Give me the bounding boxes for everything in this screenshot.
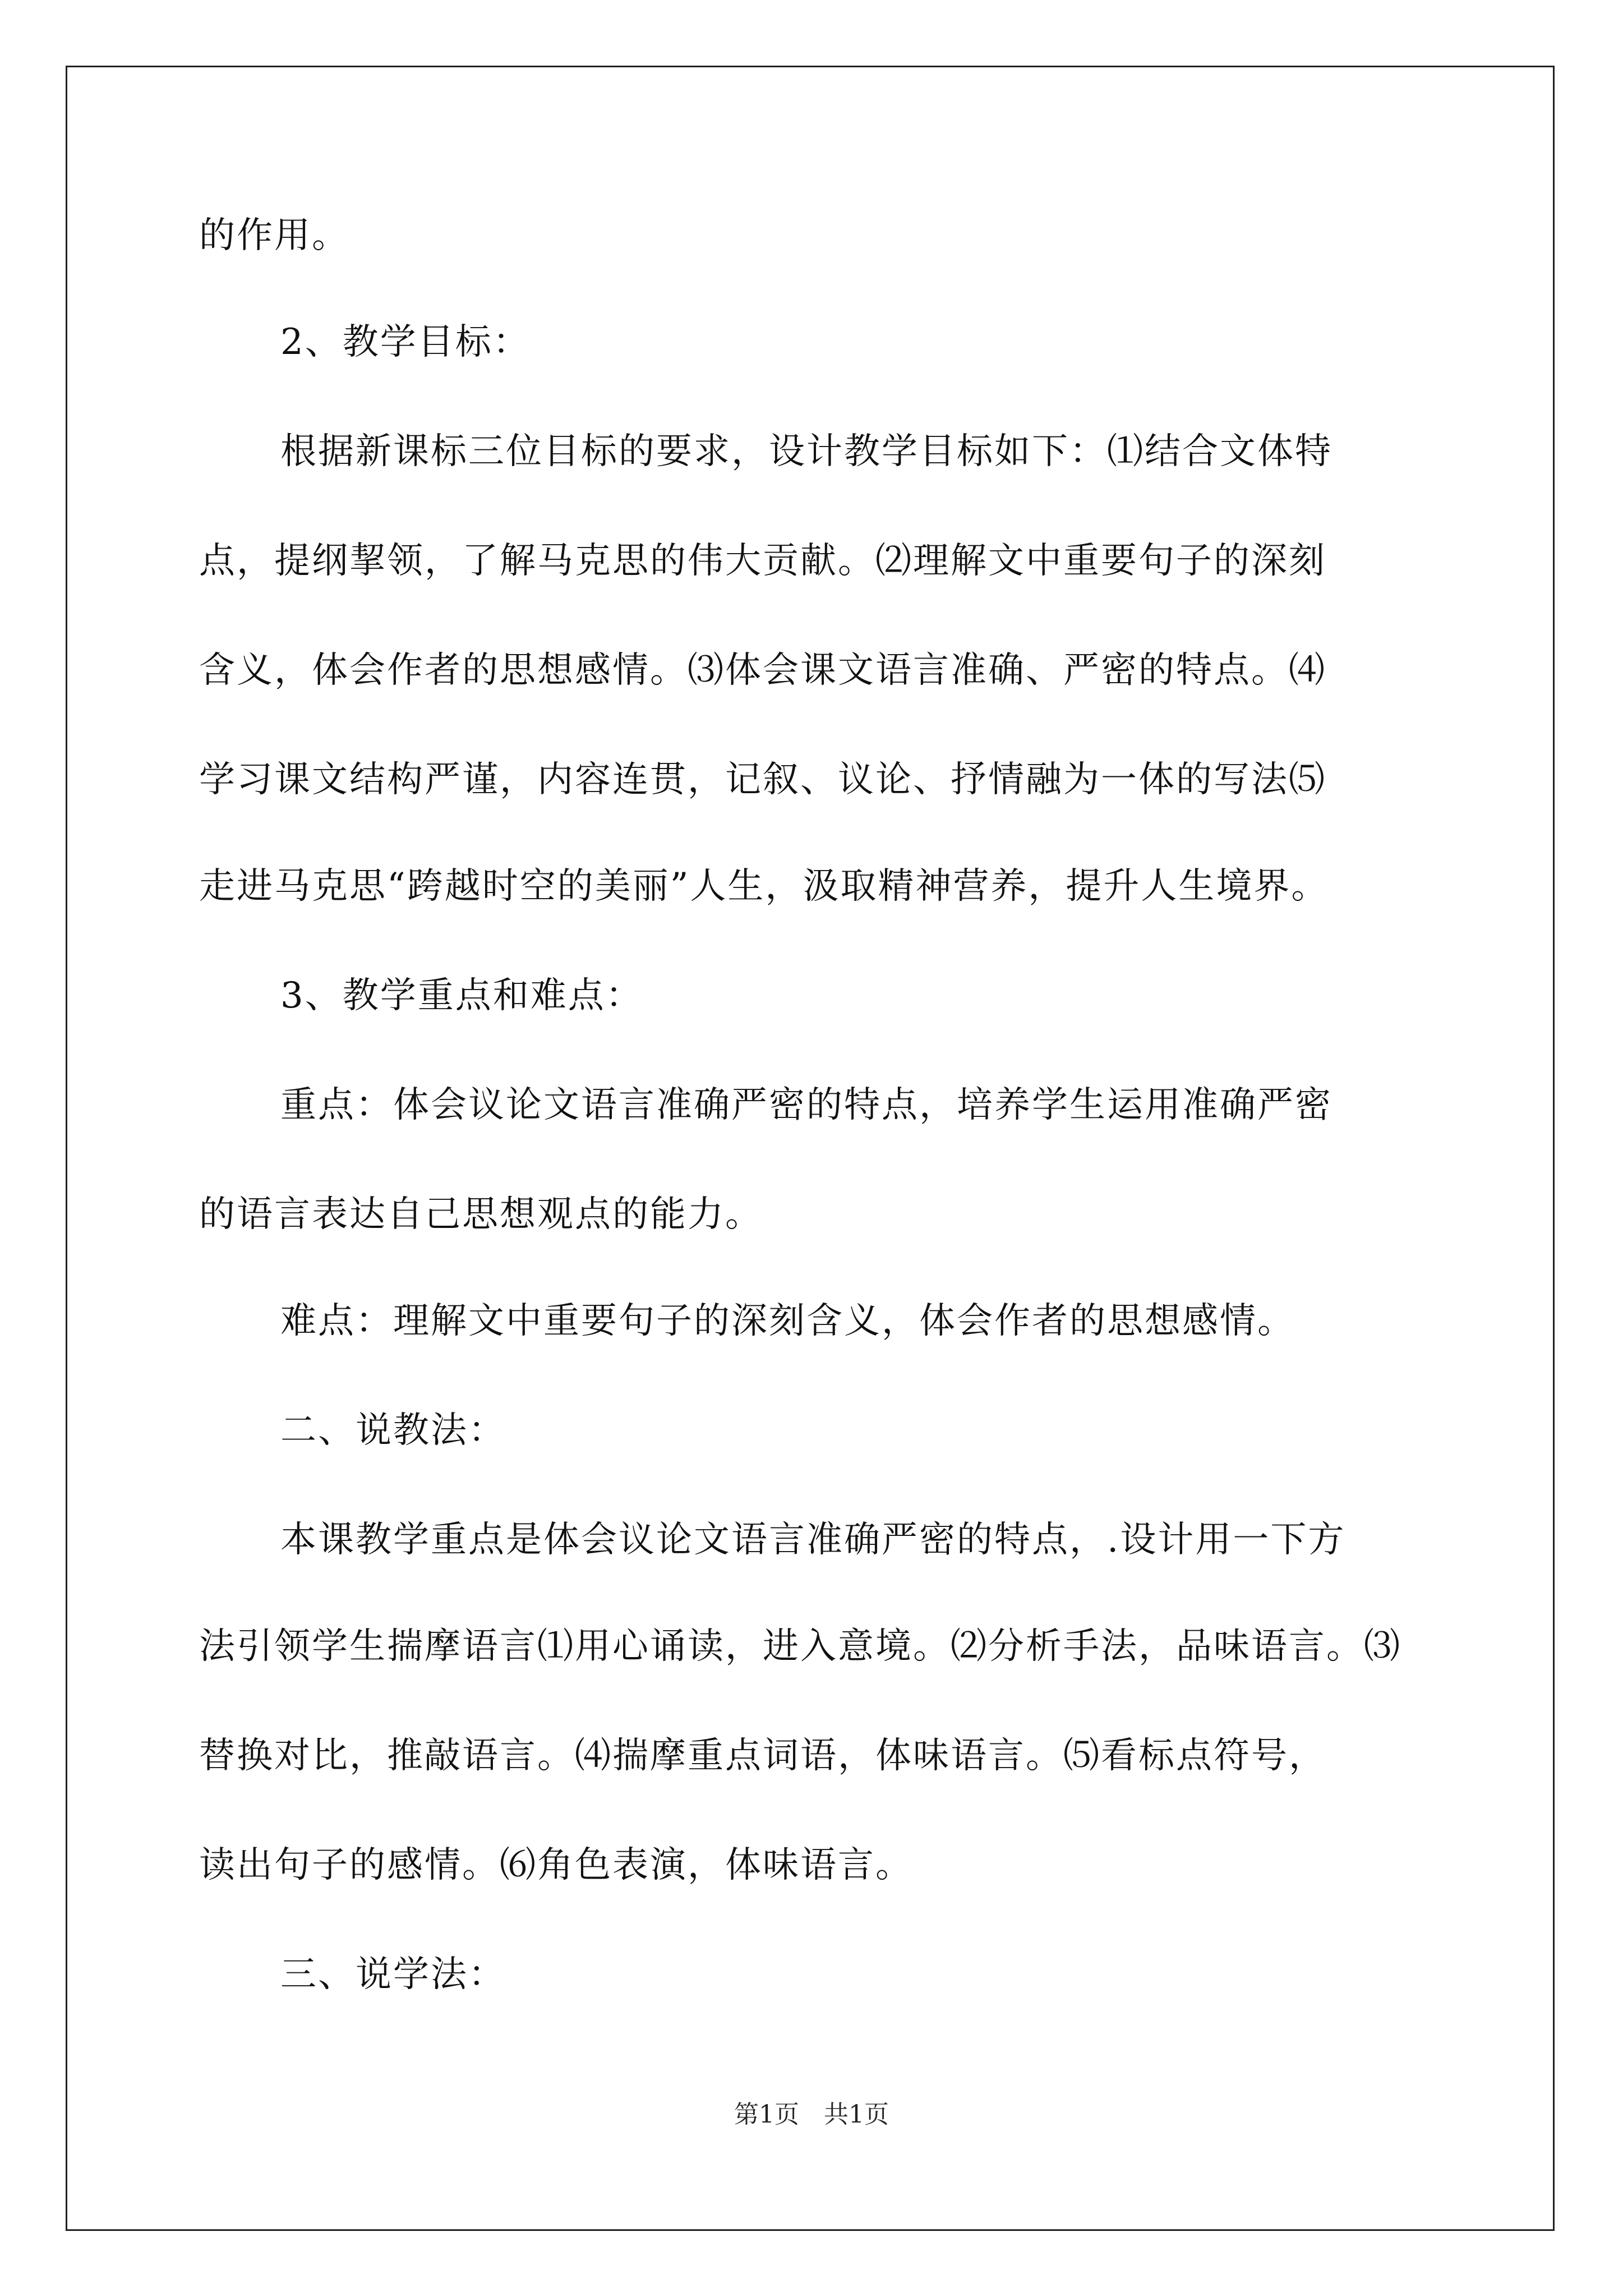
heading-teaching-goals: 2、教学目标： xyxy=(280,321,531,363)
heading-teaching-method: 二、说教法： xyxy=(280,1410,506,1451)
text-line: 读出句子的感情。⑹角色表演，体味语言。 xyxy=(199,1844,913,1886)
text-line: 含义，体会作者的思想感情。⑶体会课文语言准确、严密的特点。⑷ xyxy=(199,650,1326,691)
page-border xyxy=(66,66,1555,2231)
heading-key-points: 3、教学重点和难点： xyxy=(280,975,643,1016)
text-line: 的作用。 xyxy=(199,215,349,256)
text-line: 重点：体会议论文语言准确严密的特点，培养学生运用准确严密 xyxy=(280,1084,1332,1126)
text-line: 的语言表达自己思想观点的能力。 xyxy=(199,1194,763,1235)
text-line: 学习课文结构严谨，内容连贯，记叙、议论、抒情融为一体的写法⑸ xyxy=(199,759,1326,800)
text-line: 根据新课标三位目标的要求，设计教学目标如下：⑴结合文体特 xyxy=(280,431,1332,472)
text-line: 走进马克思“跨越时空的美丽”人生，汲取精神营养，提升人生境界。 xyxy=(199,866,1329,907)
text-line: 替换对比，推敲语言。⑷揣摩重点词语，体味语言。⑸看标点符号， xyxy=(199,1735,1326,1777)
text-line: 法引领学生揣摩语言⑴用心诵读，进入意境。⑵分析手法，品味语言。⑶ xyxy=(199,1626,1401,1667)
page-footer: 第1页 共1页 xyxy=(734,2100,889,2129)
text-line: 点，提纲挈领，了解马克思的伟大贡献。⑵理解文中重要句子的深刻 xyxy=(199,540,1326,582)
text-line: 本课教学重点是体会议论文语言准确严密的特点，.设计用一下方 xyxy=(280,1519,1346,1561)
heading-learning-method: 三、说学法： xyxy=(280,1954,506,1995)
text-line: 难点：理解文中重要句子的深刻含义，体会作者的思想感情。 xyxy=(280,1300,1295,1342)
